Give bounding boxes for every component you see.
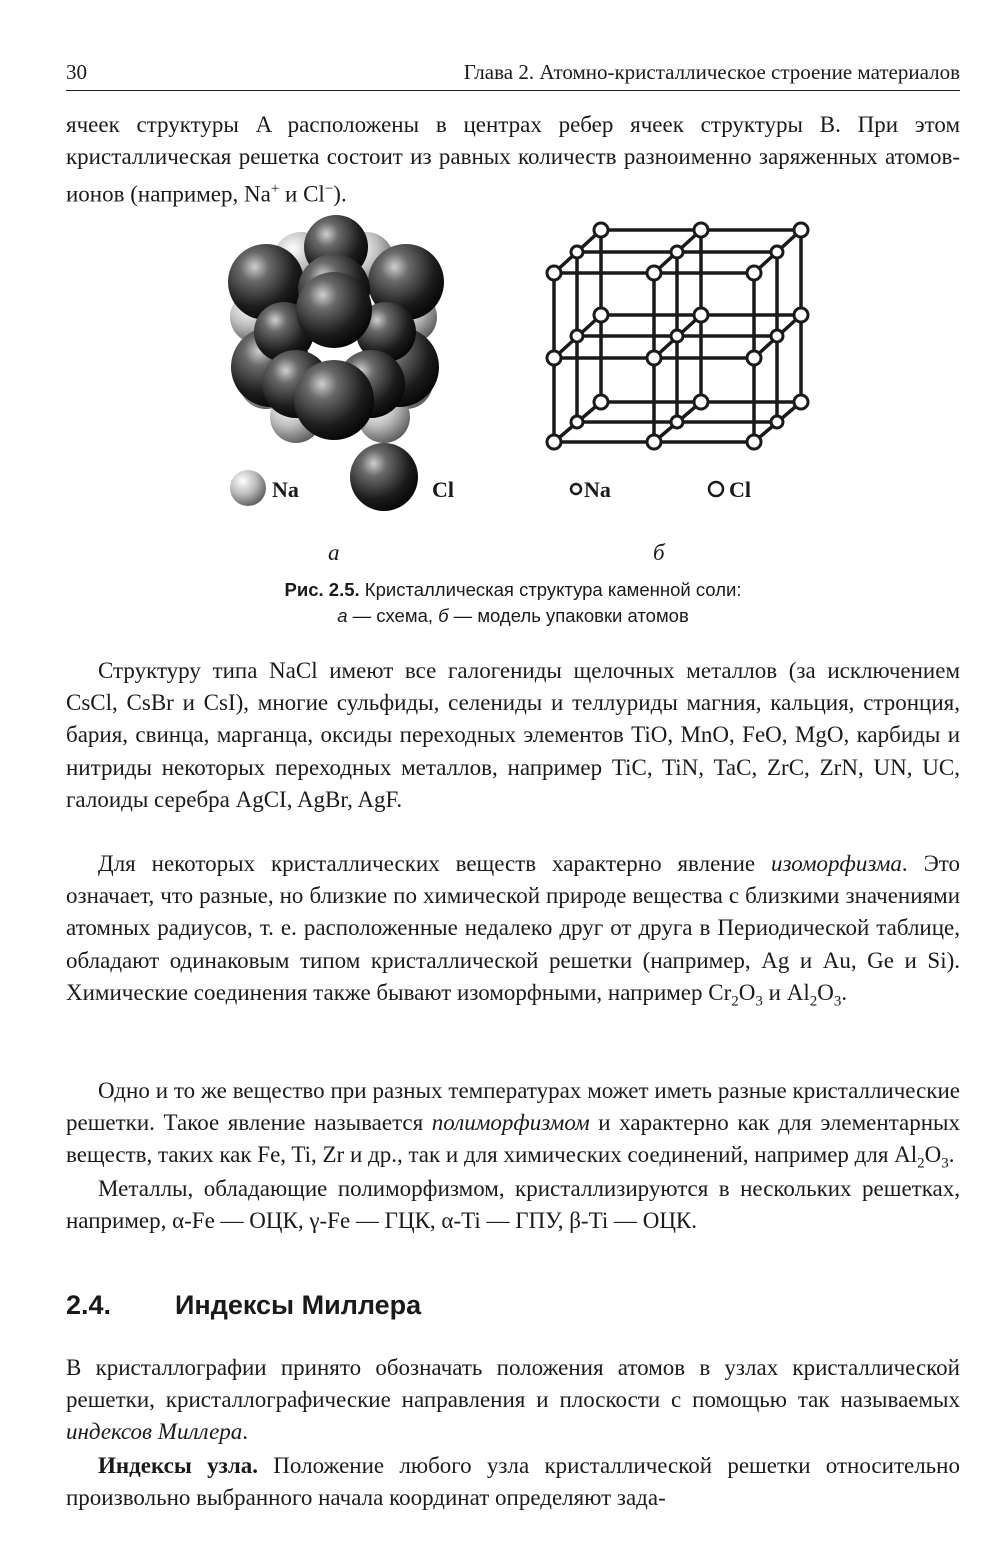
legend-a-na-label: Na	[272, 477, 299, 502]
packing-model	[228, 215, 444, 443]
legend-b-cl-label: Cl	[729, 477, 751, 502]
nacl-structure-illustration	[66, 212, 960, 572]
section-number: 2.4.	[66, 1290, 112, 1320]
paragraph-metals: Металлы, обладающие полиморфизмом, кристаллизируются в нескольких решетках, например, α-Fe — ОЦК, γ-Fe — ГЦК, α-Ti — ГПУ, β-Ti — ОЦК.	[66, 1176, 960, 1234]
subfigure-letter-b: б	[653, 540, 665, 565]
subfigure-letter-a: а	[328, 540, 340, 565]
na-legend-sphere	[230, 470, 266, 506]
na-legend-node	[571, 484, 581, 494]
cl-legend-sphere	[350, 443, 418, 511]
section-title: Индексы Миллера	[175, 1290, 422, 1320]
running-header	[66, 58, 960, 91]
intro-paragraph: ячеек структуры A расположены в центрах ребер ячеек структуры B. При этом кристаллическая решетка состоит из равных количеств разноименно заряженных атомов-ионов (например, Na+ и Cl−).	[66, 112, 960, 208]
paragraph-node-indices: Индексы узла. Положение любого узла кристаллической решетки относительно произвольно выбранного начала координат определяют зада-	[66, 1453, 960, 1511]
figure-caption: Рис. 2.5. Кристаллическая структура каменной соли: а — схема, б — модель упаковки атомов	[284, 579, 742, 626]
figure-2-5	[66, 212, 960, 612]
paragraph-isomorphism: Для некоторых кристаллических веществ характерно явление изоморфизма. Это означает, что разные, но близкие по химической природе вещества с близкими значениями атомных радиусов, т. е. расположенные недалеко друг от друга в Периодической таблице, обладают одинаковым типом кристаллической решетки (например, Ag и Au, Ge и Si). Химические соединения также бывают изоморфными, например $Cr_2O_3$ и $Al_2O_3$.	[66, 851, 960, 1010]
legend-b-na-label: Na	[584, 477, 611, 502]
legend-a-cl-label: Cl	[432, 477, 454, 502]
paragraph-miller-intro: В кристаллографии принято обозначать положения атомов в узлах кристаллической решетки, кристаллографические направления и плоскости с помощью так называемых индексов Миллера.	[66, 1355, 960, 1445]
chapter-title: Глава 2. Атомно-кристаллическое строение материалов	[463, 60, 960, 84]
page-number: 30	[66, 60, 87, 84]
section-heading	[66, 1290, 960, 1330]
paragraph-polymorphism: Одно и то же вещество при разных температурах может иметь разные кристаллические решетки. Такое явление называется полиморфизмом и характерно как для элементарных веществ, таких как Fe, Ti, Zr и др., так и для химических соединений, например для $Al_2O_3$.	[66, 1078, 960, 1172]
cl-legend-node	[709, 482, 723, 496]
paragraph-nacl-type: Структуру типа NaCl имеют все галогениды щелочных металлов (за исключением CsCl, CsBr и CsI), многие сульфиды, селениды и теллуриды магния, кальция, стронция, бария, свинца, марганца, оксиды переходных элементов TiO, MnO, FeO, MgO, карбиды и нитриды некоторых переходных металлов, например TiC, TiN, TaC, ZrC, ZrN, UN, UC, галоиды серебра AgCI, AgBr, AgF.	[66, 658, 960, 812]
